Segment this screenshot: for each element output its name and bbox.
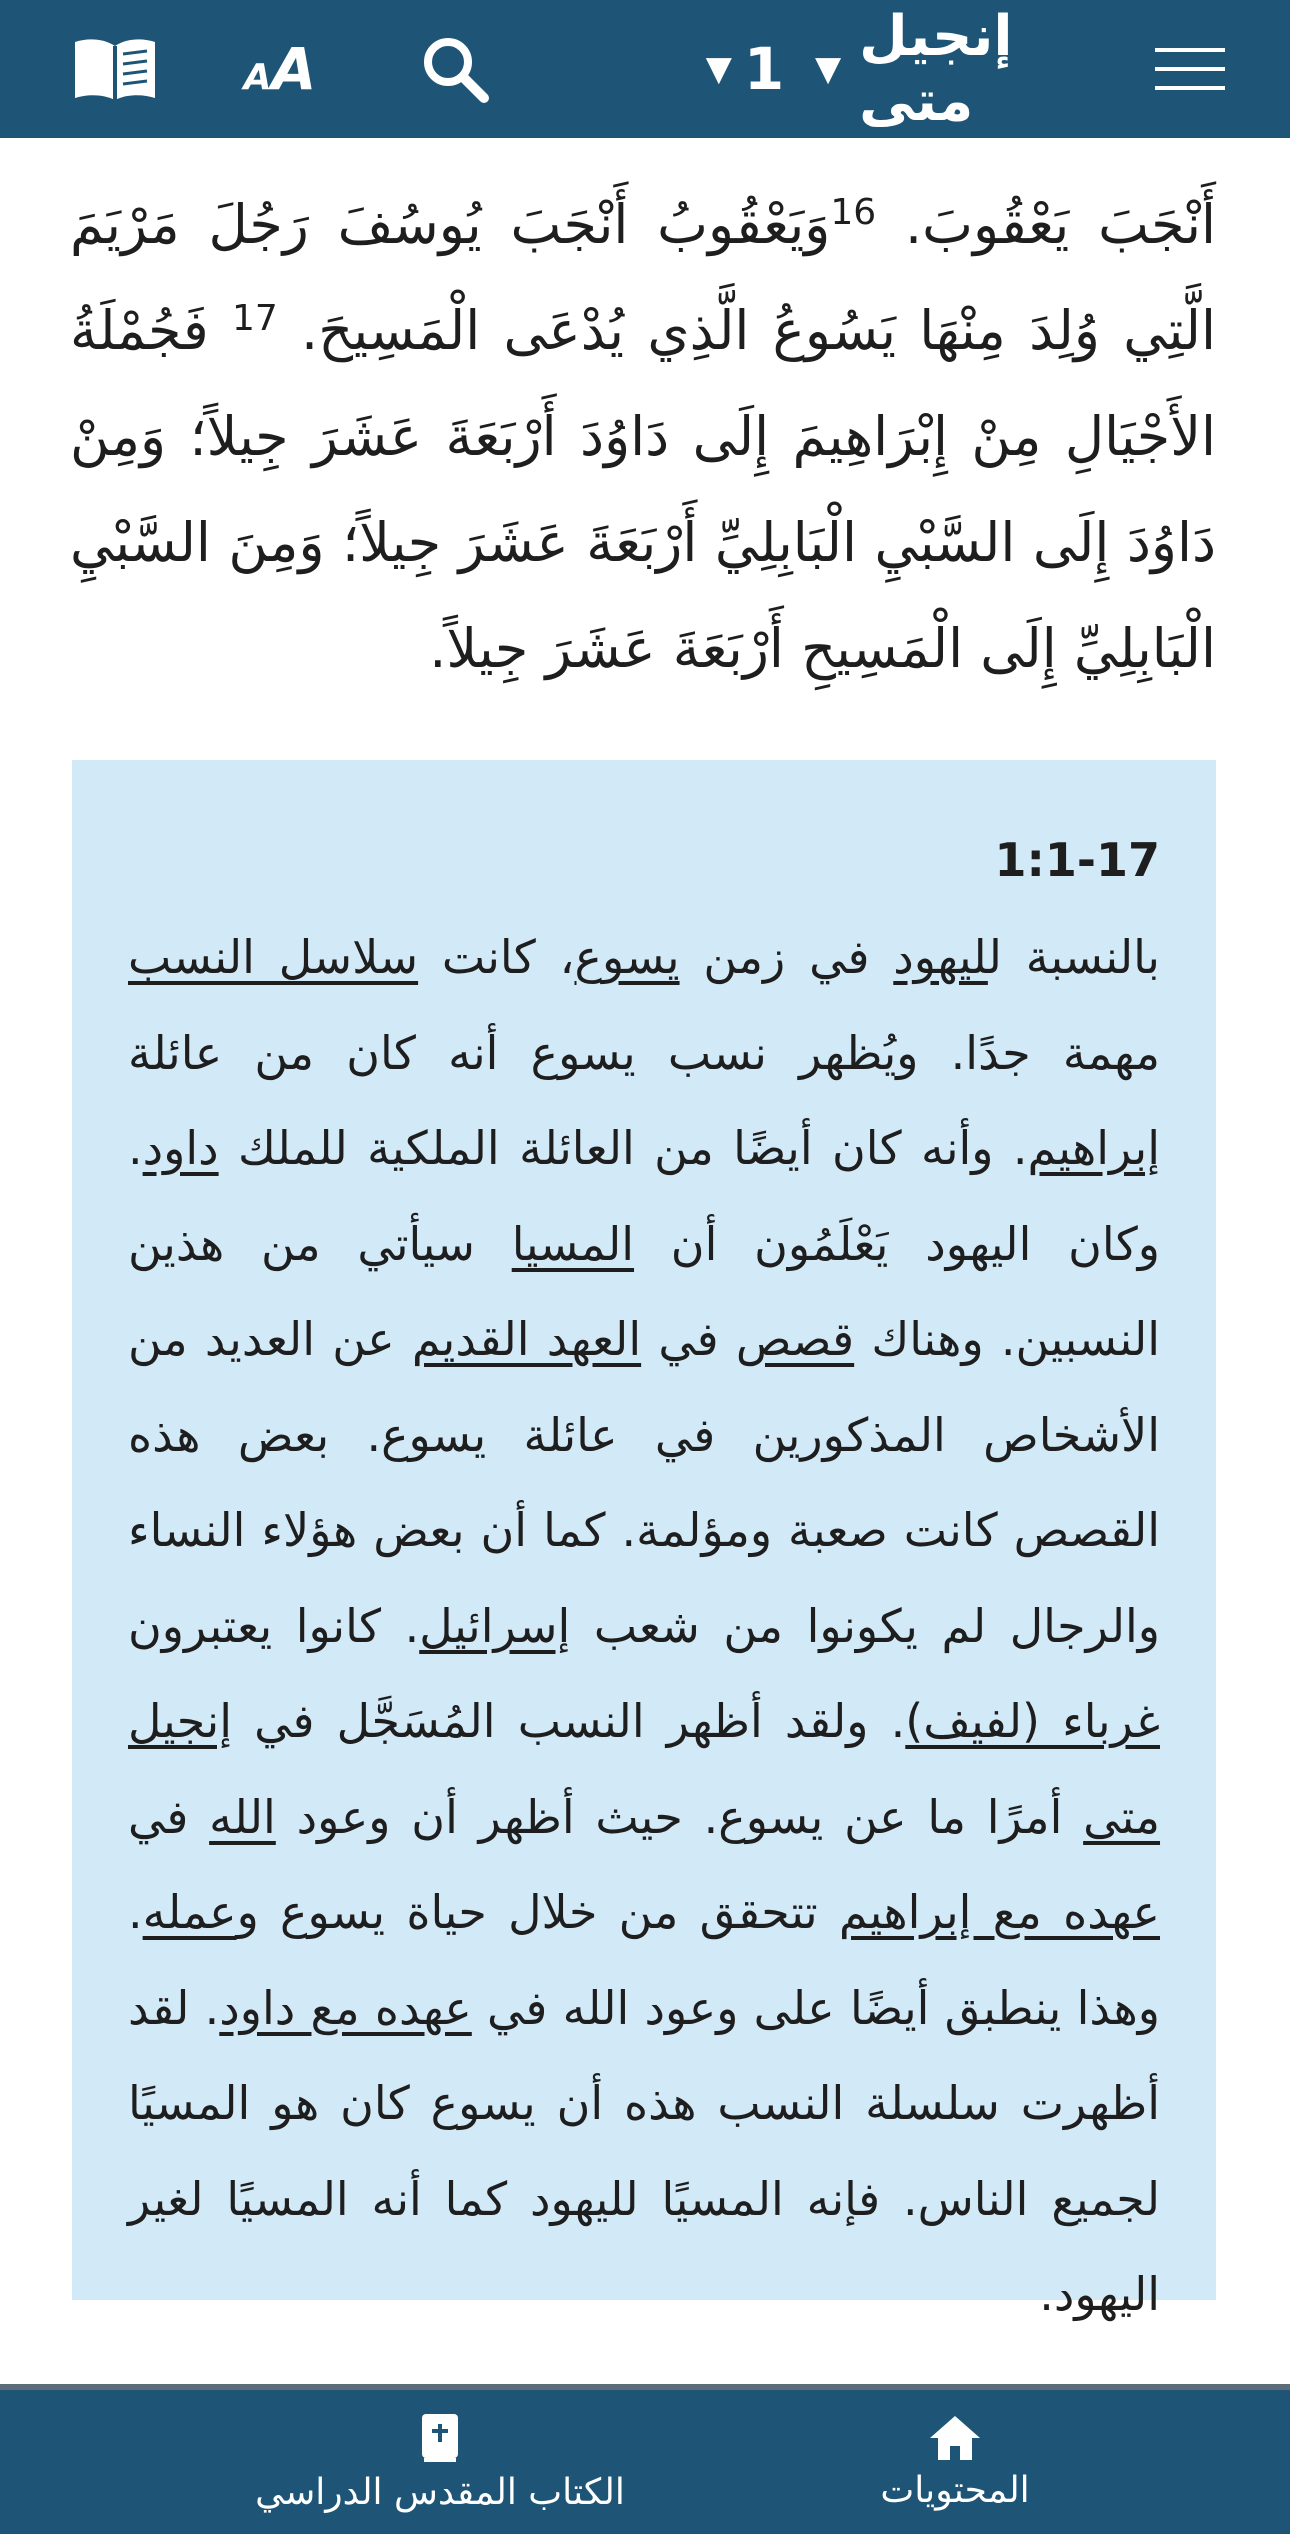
scripture-text xyxy=(70,138,1216,702)
verse-number[interactable]: 17 xyxy=(231,298,278,339)
glossary-link[interactable]: الله xyxy=(209,1789,276,1844)
search-icon xyxy=(420,34,490,104)
note-text: مهمة جدًا. ويُظهر نسب يسوع أنه كان من عائلة xyxy=(128,1025,1160,1080)
note-text: . وهذا ينطبق أيضًا على وعود الله في xyxy=(128,1885,1160,2035)
study-note xyxy=(72,760,1216,2321)
nav-contents[interactable] xyxy=(830,2390,1080,2534)
book-selector[interactable] xyxy=(815,0,1115,138)
font-size-button[interactable] xyxy=(230,0,330,138)
glossary-link[interactable]: يسوع xyxy=(574,930,680,984)
note-text: في زمن xyxy=(679,930,894,984)
glossary-link[interactable]: سلاسل النسب xyxy=(128,930,419,984)
nav-contents-label: المحتويات xyxy=(880,2469,1030,2511)
note-text: تتحقق من خلال حياة يسوع و xyxy=(236,1885,839,1939)
note-text: . وأنه كان أيضًا من العائلة الملكية للملك xyxy=(218,1121,1028,1175)
glossary-link[interactable]: المسيا xyxy=(511,1216,635,1271)
note-text: . وكان اليهود يَعْلَمُون أن xyxy=(128,1121,1161,1271)
glossary-link[interactable]: عمله xyxy=(142,1885,237,1939)
home-icon xyxy=(928,2414,982,2462)
glossary-link[interactable]: قصص xyxy=(735,1312,855,1366)
note-text: . ولقد أظهر النسب المُسَجَّل في xyxy=(232,1694,906,1748)
reader-mode-button[interactable] xyxy=(60,0,170,138)
top-app-bar xyxy=(0,0,1290,138)
font-size-icon: AA xyxy=(243,35,317,103)
scripture-segment: فَجُمْلَةُ الأَجْيَالِ مِنْ إِبْرَاهِيمَ إِلَى دَاوُدَ أَرْبَعَةَ عَشَرَ جِيلاً؛ وَمِنْ دَاوُدَ إِلَى السَّبْيِ الْبَابِلِيِّ أَرْبَعَةَ عَشَرَ جِيلاً؛ وَمِنَ السَّبْيِ الْبَابِلِيِّ إِلَى الْمَسِيحِ أَرْبَعَةَ عَشَرَ جِيلاً. xyxy=(70,299,1216,680)
glossary-link[interactable]: عهده مع داود xyxy=(219,1980,472,2035)
open-book-icon xyxy=(73,36,157,102)
bottom-navigation xyxy=(0,2384,1290,2534)
verse-number[interactable]: 16 xyxy=(830,192,877,233)
glossary-link[interactable]: عهده مع إبراهيم xyxy=(838,1885,1160,1939)
note-text: . لقد أظهرت سلسلة النسب هذه أن يسوع كان هو المسيًا لجميع الناس. فإنه المسيًا لليهود كما أنه المسيًا لغير اليهود. xyxy=(128,1980,1160,2321)
note-text: بالنسبة ل xyxy=(987,930,1160,984)
note-reference: 1:1-17 xyxy=(994,833,1160,887)
note-text: في xyxy=(641,1312,736,1366)
glossary-link[interactable]: إسرائيل xyxy=(419,1598,571,1653)
glossary-link[interactable]: إنجيل متى xyxy=(128,1694,1161,1844)
nav-study-bible-label: الكتاب المقدس الدراسي xyxy=(255,2471,625,2513)
menu-button[interactable] xyxy=(1140,0,1240,138)
chapter-selector[interactable] xyxy=(690,0,800,138)
chapter-number: 1 xyxy=(743,35,785,103)
search-button[interactable] xyxy=(410,0,500,138)
note-text: في xyxy=(128,1789,210,1844)
bible-book-icon xyxy=(420,2412,460,2464)
glossary-link[interactable]: داود xyxy=(142,1121,219,1175)
note-body xyxy=(128,910,1160,2343)
glossary-link[interactable]: العهد القديم xyxy=(411,1312,642,1366)
scripture-segment: وَيَعْقُوبُ أَنْجَبَ يُوسُفَ رَجُلَ مَرْيَمَ الَّتِي وُلِدَ مِنْهَا يَسُوعُ الَّذِي يُدْعَى الْمَسِيحَ. xyxy=(70,193,1216,362)
chevron-down-icon: ▼ xyxy=(705,49,732,89)
nav-study-bible[interactable] xyxy=(240,2390,640,2534)
note-text: عن العديد من الأشخاص المذكورين في عائلة يسوع. بعض هذه القصص كانت صعبة ومؤلمة. كما أن بعض هؤلاء النساء والرجال لم يكونوا من شعب xyxy=(128,1312,1160,1653)
glossary-link[interactable]: إبراهيم xyxy=(1027,1121,1160,1175)
note-text: سيأتي من هذين النسبين. وهناك xyxy=(128,1216,1160,1366)
note-text: . كانوا يعتبرون xyxy=(128,1598,420,1653)
chevron-down-icon: ▼ xyxy=(815,49,842,89)
glossary-link[interactable]: غرباء (لفيف) xyxy=(905,1694,1160,1748)
glossary-link[interactable]: ليهود xyxy=(893,930,988,984)
hamburger-menu-icon xyxy=(1155,44,1225,94)
note-text: أمرًا ما عن يسوع. حيث أظهر أن وعود xyxy=(275,1789,1084,1844)
scripture-segment: أَنْجَبَ يَعْقُوبَ. xyxy=(876,193,1216,256)
note-text: ، كانت xyxy=(418,930,575,984)
book-name: إنجيل متى xyxy=(859,4,1013,134)
